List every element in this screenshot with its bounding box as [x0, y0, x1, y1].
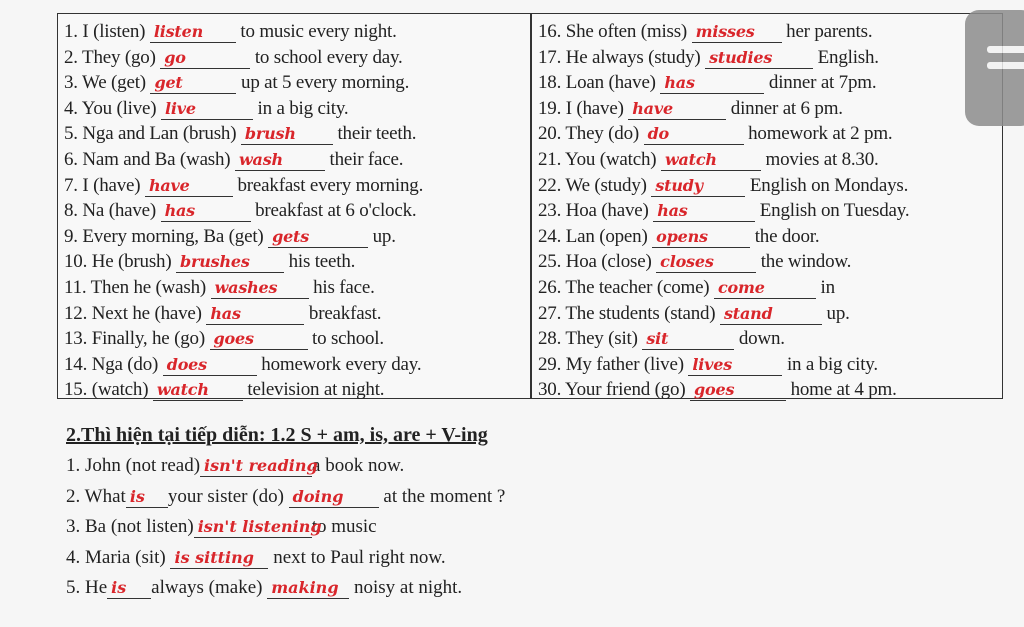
exercise-suffix: homework every day.: [256, 353, 422, 375]
exercise-text: noisy at night.: [349, 577, 463, 598]
exercise-row: [538, 326, 998, 352]
handwritten-answer: have: [148, 175, 190, 195]
answer-blank[interactable]: [268, 228, 368, 248]
answer-blank[interactable]: [688, 356, 782, 376]
exercise-suffix: dinner at 7pm.: [764, 72, 877, 94]
exercise-row: [64, 224, 526, 250]
answer-blank[interactable]: [690, 381, 786, 401]
handwritten-answer: listen: [153, 22, 204, 41]
answer-blank[interactable]: [656, 253, 756, 273]
answer-blank[interactable]: [705, 49, 813, 69]
left-column: [64, 19, 526, 401]
continuous-exercise-row: [66, 512, 706, 543]
answer-blank[interactable]: [241, 125, 333, 145]
exercise-row: [538, 19, 998, 45]
handwritten-answer: get: [154, 73, 183, 93]
exercise-suffix: English on Mondays.: [745, 174, 909, 196]
exercise-row: [64, 377, 526, 403]
handwritten-answer: brushes: [180, 252, 250, 272]
exercise-row: [64, 249, 526, 275]
exercise-prompt: 21. You (watch): [538, 148, 661, 170]
handwritten-answer: misses: [695, 22, 755, 41]
exercise-text: 3. Ba (not listen): [66, 516, 194, 537]
exercise-suffix: English.: [813, 46, 879, 68]
exercise-suffix: in a big city.: [782, 353, 878, 375]
exercise-row: [538, 224, 998, 250]
exercise-prompt: 27. The students (stand): [538, 302, 720, 324]
exercise-suffix: television at night.: [242, 379, 385, 401]
column-divider: [530, 14, 532, 398]
exercise-prompt: 1. I (listen): [64, 21, 150, 42]
exercise-prompt: 23. Hoa (have): [538, 200, 654, 222]
answer-blank[interactable]: [153, 381, 243, 401]
handwritten-answer: studies: [709, 47, 773, 67]
handwritten-answer: gets: [272, 226, 310, 246]
answer-blank[interactable]: [660, 74, 764, 94]
exercise-row: [64, 173, 526, 199]
exercise-suffix: to school every day.: [250, 46, 403, 68]
handwritten-answer: has: [657, 201, 688, 221]
exercise-row: [538, 70, 998, 96]
handwritten-answer: goes: [694, 380, 735, 400]
exercise-row: [538, 249, 998, 275]
handwritten-answer: isn't listening: [197, 517, 322, 536]
answer-blank[interactable]: [628, 100, 726, 120]
exercise-prompt: 5. Nga and Lan (brush): [64, 123, 241, 145]
exercise-text: a book now.: [312, 455, 405, 476]
exercise-suffix: in a big city.: [252, 97, 349, 119]
answer-blank[interactable]: [161, 202, 251, 222]
exercise-prompt: 25. Hoa (close): [538, 251, 657, 273]
exercise-prompt: 7. I (have): [64, 174, 145, 196]
exercise-suffix: their face.: [324, 148, 404, 170]
handwritten-answer: go: [164, 47, 186, 67]
exercise-suffix: her parents.: [781, 21, 873, 42]
exercise-prompt: 24. Lan (open): [538, 225, 653, 247]
exercise-row: [538, 352, 998, 378]
exercise-row: [64, 301, 526, 327]
exercise-suffix: in: [815, 276, 835, 298]
handwritten-answer: lives: [692, 354, 733, 374]
exercise-table: [57, 13, 1003, 399]
exercise-text: always (make): [151, 577, 268, 598]
handwritten-answer: doing: [292, 486, 344, 506]
handwritten-answer: stand: [724, 303, 773, 323]
handwritten-answer: goes: [213, 329, 254, 349]
answer-blank[interactable]: [661, 151, 761, 171]
exercise-suffix: English on Tuesday.: [755, 200, 910, 222]
answer-blank[interactable]: [642, 330, 734, 350]
handwritten-answer: making: [271, 578, 339, 597]
exercise-suffix: homework at 2 pm.: [743, 123, 893, 145]
handwritten-answer: washes: [214, 277, 278, 297]
scroll-handle[interactable]: [965, 10, 1024, 126]
exercise-suffix: to school.: [307, 328, 384, 350]
answer-blank[interactable]: [206, 305, 304, 325]
continuous-exercise-row: [66, 482, 706, 513]
section-2-list: [66, 451, 706, 604]
handwritten-answer: come: [717, 277, 765, 297]
exercise-row: [538, 275, 998, 301]
answer-blank[interactable]: [235, 151, 325, 171]
exercise-prompt: 3. We (get): [64, 72, 151, 94]
answer-blank[interactable]: [150, 74, 236, 94]
answer-blank[interactable]: [161, 100, 253, 120]
exercise-suffix: up.: [822, 302, 850, 324]
exercise-suffix: their teeth.: [332, 123, 417, 145]
exercise-row: [538, 173, 998, 199]
exercise-prompt: 13. Finally, he (go): [64, 328, 210, 350]
exercise-suffix: breakfast at 6 o'clock.: [250, 200, 417, 222]
exercise-prompt: 28. They (sit): [538, 328, 643, 350]
handwritten-answer: closes: [660, 252, 714, 272]
answer-blank[interactable]: [176, 253, 284, 273]
answer-blank[interactable]: [163, 356, 257, 376]
handwritten-answer: is sitting: [174, 547, 254, 567]
exercise-text: 1. John (not read): [66, 455, 201, 476]
answer-blank[interactable]: [720, 305, 822, 325]
exercise-row: [538, 198, 998, 224]
answer-blank[interactable]: [107, 579, 151, 599]
handwritten-answer: isn't reading: [204, 456, 318, 475]
answer-blank[interactable]: [653, 202, 755, 222]
exercise-suffix: home at 4 pm.: [786, 379, 897, 401]
exercise-suffix: to music every night.: [235, 21, 397, 42]
handwritten-answer: has: [210, 303, 241, 323]
handwritten-answer: do: [647, 124, 670, 144]
answer-blank[interactable]: [210, 330, 308, 350]
exercise-prompt: 29. My father (live): [538, 353, 689, 375]
exercise-suffix: movies at 8.30.: [760, 148, 879, 170]
answer-blank[interactable]: [651, 177, 745, 197]
handwritten-answer: does: [166, 354, 207, 374]
answer-blank[interactable]: [200, 456, 318, 477]
exercise-row: [64, 96, 526, 122]
exercise-prompt: 4. You (live): [64, 97, 161, 119]
exercise-text: at the moment ?: [378, 485, 506, 507]
handle-bar-icon: [987, 46, 1024, 53]
handwritten-answer: brush: [244, 124, 296, 144]
right-column: [538, 19, 998, 401]
answer-blank[interactable]: [267, 579, 349, 599]
answer-blank[interactable]: [170, 549, 268, 569]
answer-blank[interactable]: [644, 125, 744, 145]
exercise-row: [538, 377, 998, 403]
exercise-suffix: the door.: [750, 225, 820, 247]
handwritten-answer: watch: [664, 149, 717, 169]
exercise-text: your sister (do): [167, 485, 289, 507]
answer-blank[interactable]: [150, 23, 236, 43]
handwritten-answer: watch: [156, 380, 209, 400]
section-2-title: 2.Thì hiện tại tiếp diễn: 1.2 S + am, is, are + V-ing: [66, 424, 488, 446]
continuous-exercise-row: [66, 573, 706, 604]
exercise-row: [64, 275, 526, 301]
answer-blank[interactable]: [692, 23, 782, 43]
answer-blank[interactable]: [160, 49, 250, 69]
exercise-prompt: 18. Loan (have): [538, 72, 661, 94]
handle-bar-icon: [987, 62, 1024, 69]
exercise-prompt: 11. Then he (wash): [64, 276, 211, 298]
handwritten-answer: live: [164, 98, 196, 118]
handwritten-answer: have: [632, 98, 673, 118]
handwritten-answer: wash: [238, 149, 283, 169]
exercise-suffix: down.: [734, 328, 785, 350]
handwritten-answer: has: [664, 73, 695, 93]
exercise-row: [538, 96, 998, 122]
exercise-row: [64, 70, 526, 96]
exercise-row: [64, 198, 526, 224]
continuous-exercise-row: [66, 543, 706, 574]
exercise-prompt: 10. He (brush): [64, 251, 177, 273]
exercise-suffix: up.: [368, 225, 396, 247]
exercise-row: [64, 147, 526, 173]
exercise-prompt: 17. He always (study): [538, 46, 706, 68]
exercise-prompt: 26. The teacher (come): [538, 276, 714, 298]
answer-blank[interactable]: [211, 279, 309, 299]
exercise-text: 2. What: [66, 485, 126, 507]
exercise-prompt: 8. Na (have): [64, 200, 161, 222]
exercise-prompt: 20. They (do): [538, 123, 644, 145]
exercise-row: [64, 326, 526, 352]
exercise-row: [538, 121, 998, 147]
handwritten-answer: is: [129, 486, 145, 506]
exercise-prompt: 2. They (go): [64, 46, 161, 68]
exercise-row: [64, 352, 526, 378]
answer-blank[interactable]: [714, 279, 816, 299]
exercise-prompt: 6. Nam and Ba (wash): [64, 148, 235, 170]
exercise-prompt: 30. Your friend (go): [538, 379, 691, 401]
exercise-suffix: the window.: [756, 251, 852, 273]
exercise-suffix: breakfast.: [304, 302, 382, 324]
exercise-prompt: 19. I (have): [538, 97, 629, 119]
handwritten-answer: has: [164, 201, 195, 221]
handwritten-answer: opens: [656, 226, 708, 246]
exercise-prompt: 16. She often (miss): [538, 21, 692, 42]
exercise-text: next to Paul right now.: [268, 546, 446, 568]
exercise-prompt: 14. Nga (do): [64, 353, 163, 375]
exercise-text: 5. He: [66, 577, 108, 598]
answer-blank[interactable]: [126, 488, 168, 508]
exercise-suffix: his teeth.: [284, 251, 356, 273]
answer-blank[interactable]: [145, 177, 233, 197]
exercise-text: 4. Maria (sit): [66, 546, 171, 568]
exercise-prompt: 15. (watch): [64, 379, 153, 401]
exercise-suffix: his face.: [308, 276, 375, 298]
handwritten-answer: is: [111, 578, 127, 597]
exercise-row: [538, 147, 998, 173]
exercise-row: [64, 19, 526, 45]
exercise-suffix: breakfast every morning.: [232, 174, 424, 196]
handwritten-answer: study: [655, 175, 703, 195]
exercise-row: [538, 301, 998, 327]
answer-blank[interactable]: [652, 228, 750, 248]
exercise-row: [538, 45, 998, 71]
exercise-row: [64, 45, 526, 71]
answer-blank[interactable]: [194, 517, 322, 538]
exercise-prompt: 22. We (study): [538, 174, 652, 196]
handwritten-answer: sit: [646, 329, 669, 349]
continuous-exercise-row: [66, 451, 706, 482]
exercise-prompt: 12. Next he (have): [64, 302, 207, 324]
exercise-prompt: 9. Every morning, Ba (get): [64, 225, 269, 247]
exercise-suffix: dinner at 6 pm.: [726, 97, 843, 119]
exercise-text: to music: [311, 516, 377, 537]
exercise-row: [64, 121, 526, 147]
answer-blank[interactable]: [289, 488, 379, 508]
exercise-suffix: up at 5 every morning.: [236, 72, 410, 94]
